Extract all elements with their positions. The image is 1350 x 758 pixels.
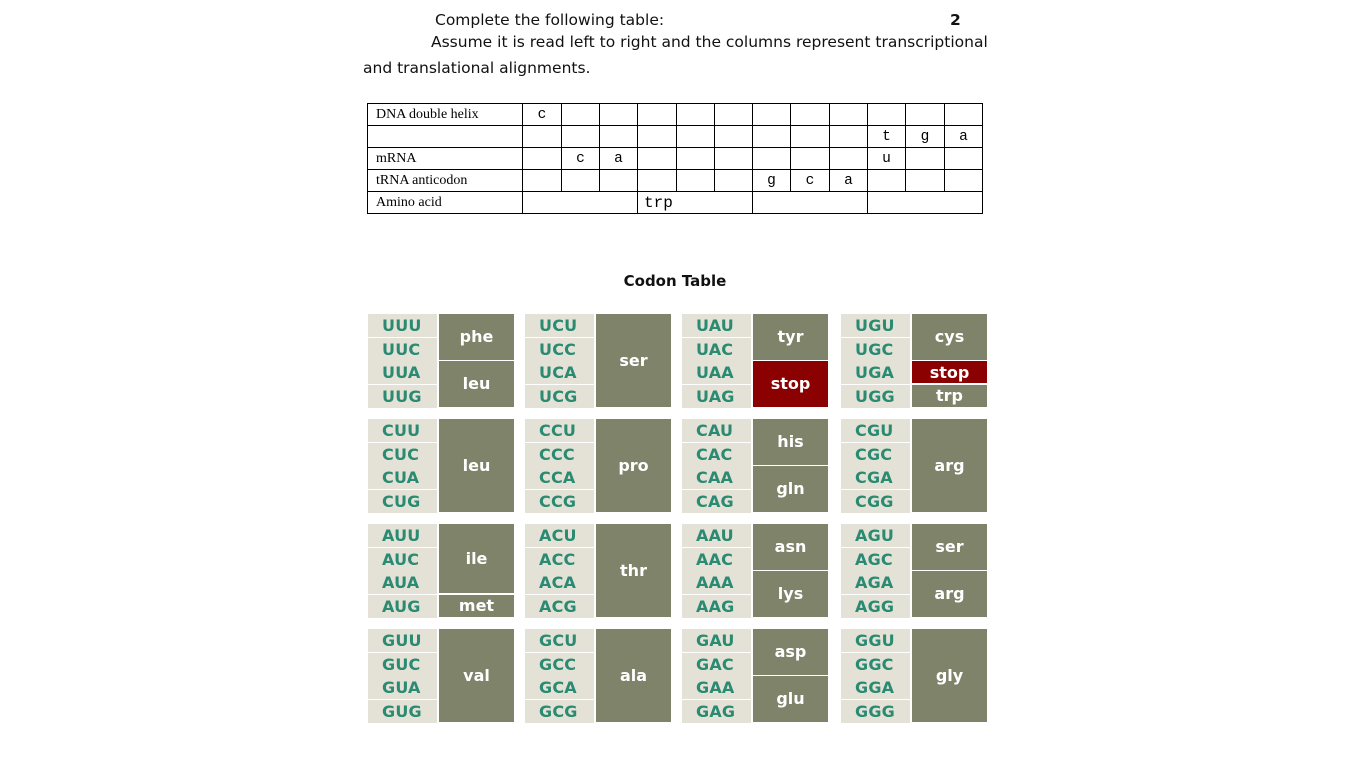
answer-row bbox=[368, 126, 983, 148]
codon-cell: GCA bbox=[525, 676, 594, 699]
answer-table bbox=[367, 103, 983, 214]
nucleotide-cell[interactable] bbox=[715, 126, 753, 148]
codon-cell: CAG bbox=[682, 490, 751, 513]
amino-acid-label: arg bbox=[912, 419, 987, 512]
nucleotide-cell[interactable] bbox=[677, 104, 715, 126]
nucleotide-cell[interactable]: a bbox=[945, 126, 983, 148]
codon-cell: GUU bbox=[368, 629, 437, 652]
row-label bbox=[368, 126, 523, 148]
codon-cell: GCG bbox=[525, 700, 594, 723]
amino-acid-label: tyr bbox=[753, 314, 828, 360]
codon-table-title: Codon Table bbox=[623, 272, 727, 290]
amino-acid-label: thr bbox=[596, 524, 671, 617]
nucleotide-cell[interactable] bbox=[600, 126, 638, 148]
codon-cell: CGC bbox=[841, 443, 910, 466]
nucleotide-cell[interactable] bbox=[600, 104, 638, 126]
amino-acid-label: ala bbox=[596, 629, 671, 722]
codon-cell: UGU bbox=[841, 314, 910, 337]
amino-acid-label: leu bbox=[439, 361, 514, 407]
codon-cell: AAC bbox=[682, 548, 751, 571]
nucleotide-cell[interactable] bbox=[715, 104, 753, 126]
codon-cell: CGA bbox=[841, 466, 910, 489]
amino-acid-label: ile bbox=[439, 524, 514, 593]
amino-acid-label: asn bbox=[753, 524, 828, 570]
nucleotide-cell[interactable] bbox=[638, 126, 677, 148]
codon-cell: CUA bbox=[368, 466, 437, 489]
nucleotide-cell[interactable] bbox=[600, 170, 638, 192]
codon-cell: GGG bbox=[841, 700, 910, 723]
amino-acid-label: asp bbox=[753, 629, 828, 675]
codon-cell: GUG bbox=[368, 700, 437, 723]
codon-cell: GCU bbox=[525, 629, 594, 652]
codon-cell: UUG bbox=[368, 385, 437, 408]
codon-cell: AUA bbox=[368, 571, 437, 594]
codon-cell: GAC bbox=[682, 653, 751, 676]
codon-cell: UGA bbox=[841, 361, 910, 384]
nucleotide-cell[interactable]: c bbox=[523, 104, 562, 126]
nucleotide-cell[interactable] bbox=[715, 170, 753, 192]
stop-codon-label: stop bbox=[753, 361, 828, 407]
nucleotide-cell[interactable]: t bbox=[868, 126, 906, 148]
amino-acid-cell[interactable] bbox=[753, 192, 868, 214]
codon-cell: UAG bbox=[682, 385, 751, 408]
codon-cell: CGU bbox=[841, 419, 910, 442]
nucleotide-cell[interactable]: c bbox=[562, 148, 600, 170]
nucleotide-cell[interactable] bbox=[638, 170, 677, 192]
codon-cell: ACG bbox=[525, 595, 594, 618]
nucleotide-cell[interactable] bbox=[638, 148, 677, 170]
codon-cell: AGC bbox=[841, 548, 910, 571]
answer-row bbox=[368, 170, 983, 192]
nucleotide-cell[interactable] bbox=[945, 170, 983, 192]
codon-cell: UCU bbox=[525, 314, 594, 337]
codon-cell: AUG bbox=[368, 595, 437, 618]
amino-acid-label: glu bbox=[753, 676, 828, 722]
codon-cell: UUA bbox=[368, 361, 437, 384]
codon-cell: ACU bbox=[525, 524, 594, 547]
codon-cell: GGU bbox=[841, 629, 910, 652]
codon-cell: GCC bbox=[525, 653, 594, 676]
codon-cell: UGC bbox=[841, 338, 910, 361]
amino-acid-label: met bbox=[439, 595, 514, 617]
nucleotide-cell[interactable] bbox=[906, 104, 945, 126]
amino-acid-label: val bbox=[439, 629, 514, 722]
nucleotide-cell[interactable] bbox=[753, 126, 791, 148]
codon-cell: UAU bbox=[682, 314, 751, 337]
codon-cell: AUU bbox=[368, 524, 437, 547]
nucleotide-cell[interactable] bbox=[868, 104, 906, 126]
codon-cell: CCG bbox=[525, 490, 594, 513]
amino-acid-cell[interactable] bbox=[523, 192, 638, 214]
nucleotide-cell[interactable] bbox=[562, 104, 600, 126]
amino-acid-label: arg bbox=[912, 571, 987, 617]
codon-cell: UAA bbox=[682, 361, 751, 384]
codon-cell: AAA bbox=[682, 571, 751, 594]
nucleotide-cell[interactable] bbox=[677, 148, 715, 170]
codon-cell: CUU bbox=[368, 419, 437, 442]
codon-cell: UUU bbox=[368, 314, 437, 337]
codon-table bbox=[368, 314, 988, 724]
row-label: Amino acid bbox=[368, 192, 523, 214]
stop-codon-label: stop bbox=[912, 361, 987, 383]
amino-acid-label: gly bbox=[912, 629, 987, 722]
nucleotide-cell[interactable] bbox=[562, 126, 600, 148]
nucleotide-cell[interactable]: g bbox=[753, 170, 791, 192]
nucleotide-cell[interactable] bbox=[868, 170, 906, 192]
nucleotide-cell[interactable] bbox=[677, 170, 715, 192]
codon-cell: GAA bbox=[682, 676, 751, 699]
nucleotide-cell[interactable]: a bbox=[830, 170, 868, 192]
codon-cell: AGA bbox=[841, 571, 910, 594]
answer-row bbox=[368, 104, 983, 126]
nucleotide-cell[interactable] bbox=[791, 126, 830, 148]
row-label: mRNA bbox=[368, 148, 523, 170]
codon-cell: GAU bbox=[682, 629, 751, 652]
nucleotide-cell[interactable]: g bbox=[906, 126, 945, 148]
amino-acid-label: gln bbox=[753, 466, 828, 512]
codon-cell: AGU bbox=[841, 524, 910, 547]
nucleotide-cell[interactable] bbox=[523, 170, 562, 192]
codon-cell: CUG bbox=[368, 490, 437, 513]
nucleotide-cell[interactable] bbox=[638, 104, 677, 126]
codon-cell: CAC bbox=[682, 443, 751, 466]
nucleotide-cell[interactable] bbox=[791, 148, 830, 170]
codon-cell: CCC bbox=[525, 443, 594, 466]
answer-row bbox=[368, 192, 983, 214]
nucleotide-cell[interactable]: c bbox=[791, 170, 830, 192]
row-label: tRNA anticodon bbox=[368, 170, 523, 192]
amino-acid-label: phe bbox=[439, 314, 514, 360]
codon-cell: GUA bbox=[368, 676, 437, 699]
amino-acid-label: lys bbox=[753, 571, 828, 617]
codon-cell: GAG bbox=[682, 700, 751, 723]
nucleotide-cell[interactable] bbox=[562, 170, 600, 192]
instruction-text-continued: and translational alignments. bbox=[363, 59, 591, 77]
marks-value: 2 bbox=[950, 11, 961, 29]
nucleotide-cell[interactable] bbox=[830, 148, 868, 170]
answer-row bbox=[368, 148, 983, 170]
codon-cell: GGC bbox=[841, 653, 910, 676]
codon-cell: CAU bbox=[682, 419, 751, 442]
amino-acid-label: ser bbox=[596, 314, 671, 407]
codon-cell: AGG bbox=[841, 595, 910, 618]
codon-cell: GUC bbox=[368, 653, 437, 676]
nucleotide-cell[interactable] bbox=[830, 126, 868, 148]
amino-acid-label: pro bbox=[596, 419, 671, 512]
nucleotide-cell[interactable] bbox=[945, 148, 983, 170]
nucleotide-cell[interactable]: a bbox=[600, 148, 638, 170]
amino-acid-label: cys bbox=[912, 314, 987, 360]
codon-cell: CCA bbox=[525, 466, 594, 489]
nucleotide-cell[interactable] bbox=[906, 148, 945, 170]
codon-cell: UCA bbox=[525, 361, 594, 384]
codon-cell: AAU bbox=[682, 524, 751, 547]
nucleotide-cell[interactable] bbox=[677, 126, 715, 148]
nucleotide-cell[interactable] bbox=[523, 148, 562, 170]
codon-cell: UAC bbox=[682, 338, 751, 361]
codon-cell: UCG bbox=[525, 385, 594, 408]
amino-acid-cell[interactable]: trp bbox=[638, 192, 753, 214]
codon-cell: UCC bbox=[525, 338, 594, 361]
codon-cell: ACA bbox=[525, 571, 594, 594]
codon-cell: GGA bbox=[841, 676, 910, 699]
nucleotide-cell[interactable] bbox=[523, 126, 562, 148]
row-label: DNA double helix bbox=[368, 104, 523, 126]
amino-acid-label: his bbox=[753, 419, 828, 465]
codon-cell: AUC bbox=[368, 548, 437, 571]
nucleotide-cell[interactable]: u bbox=[868, 148, 906, 170]
nucleotide-cell[interactable] bbox=[906, 170, 945, 192]
codon-cell: CUC bbox=[368, 443, 437, 466]
nucleotide-cell[interactable] bbox=[830, 104, 868, 126]
amino-acid-label: trp bbox=[912, 385, 987, 407]
nucleotide-cell[interactable] bbox=[791, 104, 830, 126]
amino-acid-cell[interactable] bbox=[868, 192, 983, 214]
nucleotide-cell[interactable] bbox=[715, 148, 753, 170]
nucleotide-cell[interactable] bbox=[753, 104, 791, 126]
question-text: Complete the following table: bbox=[435, 11, 665, 29]
codon-cell: CAA bbox=[682, 466, 751, 489]
codon-cell: CCU bbox=[525, 419, 594, 442]
codon-cell: UGG bbox=[841, 385, 910, 408]
codon-cell: AAG bbox=[682, 595, 751, 618]
amino-acid-label: leu bbox=[439, 419, 514, 512]
codon-cell: UUC bbox=[368, 338, 437, 361]
nucleotide-cell[interactable] bbox=[945, 104, 983, 126]
instruction-text: Assume it is read left to right and the columns represent transcriptional bbox=[431, 33, 988, 51]
codon-cell: ACC bbox=[525, 548, 594, 571]
amino-acid-label: ser bbox=[912, 524, 987, 570]
nucleotide-cell[interactable] bbox=[753, 148, 791, 170]
codon-cell: CGG bbox=[841, 490, 910, 513]
